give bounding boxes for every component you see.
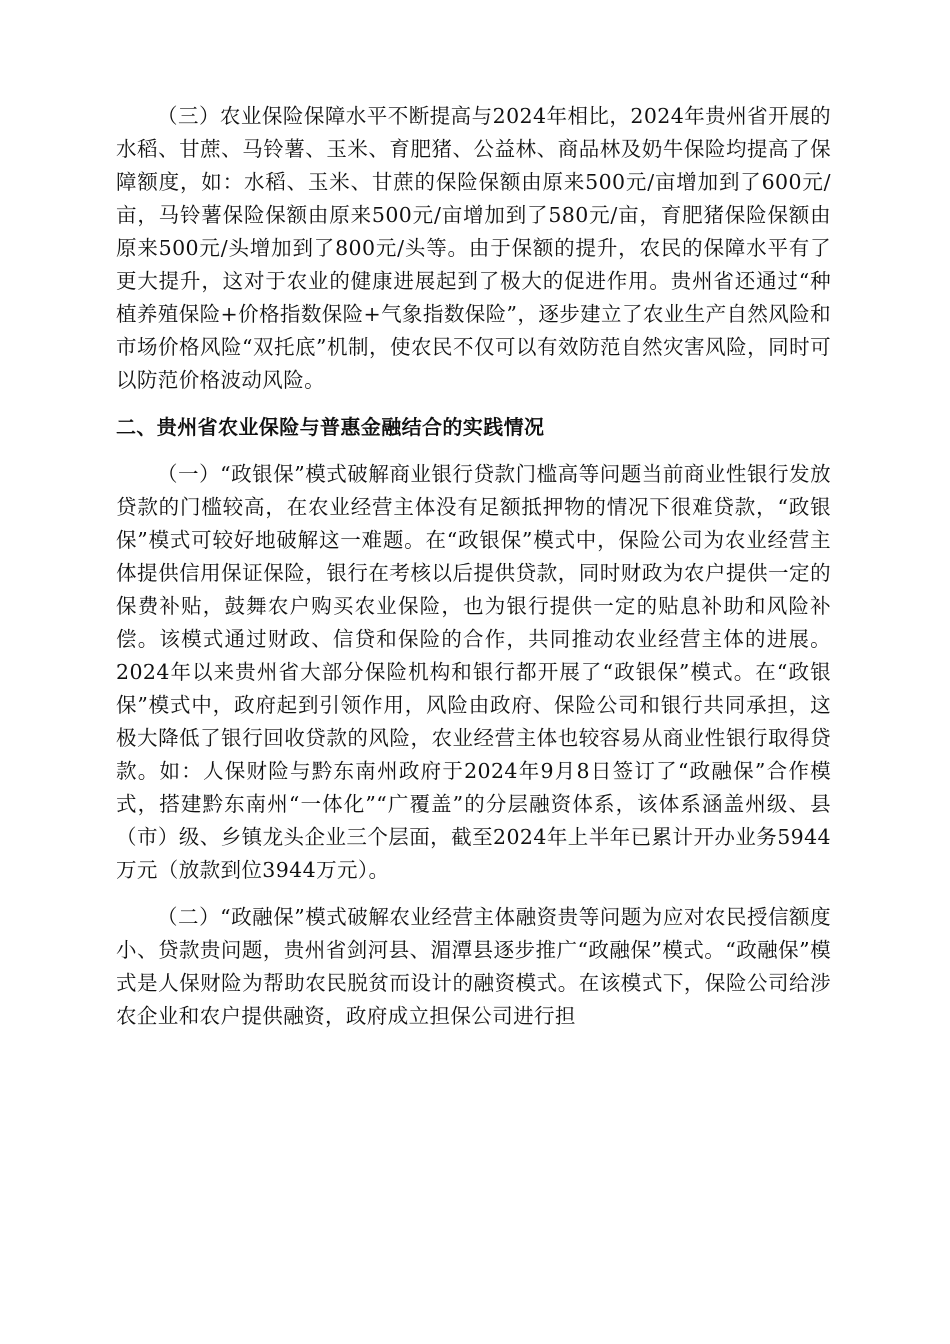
paragraph-zhengrongbao-model: （二）“政融保”模式破解农业经营主体融资贵等问题为应对农民授信额度小、贷款贵问题，贵州省剑河县、湄潭县逐步推广“政融保”模式。“政融保”模式是人保财险为帮助农民脱贫而设计的融资模式。在该模式下，保险公司给涉农企业和农户提供融资，政府成立担保公司进行担 xyxy=(116,905,831,1028)
document-body xyxy=(116,100,831,1033)
paragraph-zhengyinbao-model: （一）“政银保”模式破解商业银行贷款门槛高等问题当前商业性银行发放贷款的门槛较高，在农业经营主体没有足额抵押物的情况下很难贷款，“政银保”模式可较好地破解这一难题。在“政银保”模式中，保险公司为农业经营主体提供信用保证保险，银行在考核以后提供贷款，同时财政为农户提供一定的保费补贴，鼓舞农户购买农业保险，也为银行提供一定的贴息补助和风险补偿。该模式通过财政、信贷和保险的合作，共同推动农业经营主体的进展。2024年以来贵州省大部分保险机构和银行都开展了“政银保”模式。在“政银保”模式中，政府起到引领作用，风险由政府、保险公司和银行共同承担，这极大降低了银行回收贷款的风险，农业经营主体也较容易从商业性银行取得贷款。如：人保财险与黔东南州政府于2024年9月8日签订了“政融保”合作模式，搭建黔东南州“一体化”“广覆盖”的分层融资体系，该体系涵盖州级、县（市）级、乡镇龙头企业三个层面，截至2024年上半年已累计开办业务5944万元（放款到位3944万元）。 xyxy=(116,462,831,882)
section-heading-practice: 二、贵州省农业保险与普惠金融结合的实践情况 xyxy=(116,415,545,439)
paragraph-agri-insurance-level: （三）农业保险保障水平不断提高与2024年相比，2024年贵州省开展的水稻、甘蔗、马铃薯、玉米、育肥猪、公益林、商品林及奶牛保险均提高了保障额度，如：水稻、玉米、甘蔗的保险保额由原来500元/亩增加到了600元/亩，马铃薯保险保额由原来500元/亩增加到了580元/亩，育肥猪保险保额由原来500元/头增加到了800元/头等。由于保额的提升，农民的保障水平有了更大提升，这对于农业的健康进展起到了极大的促进作用。贵州省还通过“种植养殖保险+价格指数保险+气象指数保险”，逐步建立了农业生产自然风险和市场价格风险“双托底”机制，使农民不仅可以有效防范自然灾害风险，同时可以防范价格波动风险。 xyxy=(116,104,831,392)
